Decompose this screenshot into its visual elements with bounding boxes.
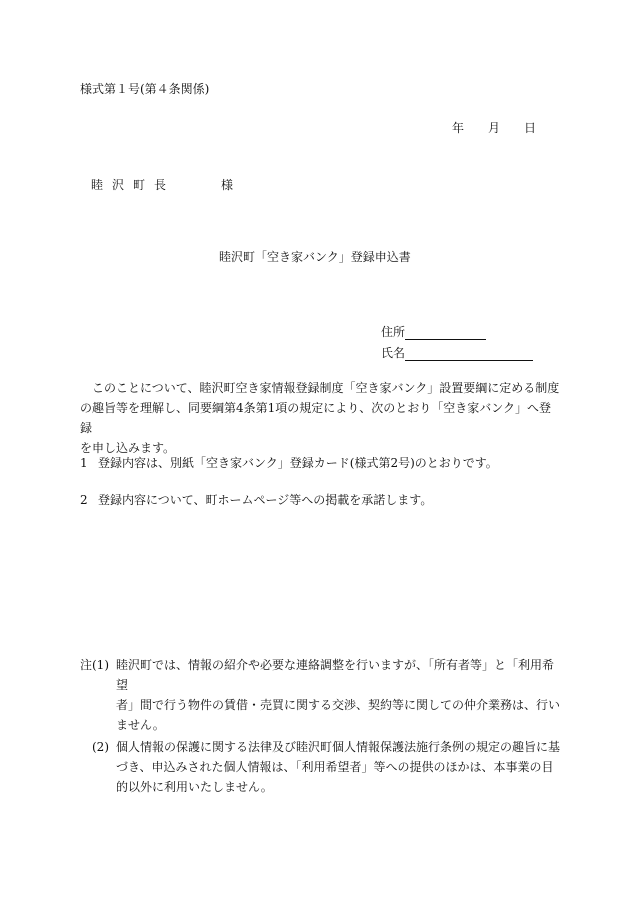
note-line: づき、申込みされた個人情報は、「利用希望者」等への提供のほかは、本事業の目 [116,760,554,774]
note-line: 個人情報の保護に関する法律及び睦沢町個人情報保護法施行条例の規定の趣旨に基 [116,740,561,754]
page-title: 睦沢町「空き家バンク」登録申込書 [219,250,411,264]
item-number: 2 [80,493,88,507]
item-text: 登録内容について、町ホームページ等への掲載を承諾します。 [98,493,433,507]
addressee-honorific: 様 [221,178,234,192]
addressee-mayor: 睦沢町長 [91,178,176,192]
applicant-name-row [381,344,533,361]
body-line: の趣旨等を理解し、同要綱第4条第1項の規定により、次のとおり「空き家バンク」へ登録 [80,401,552,435]
note-marker: 注(1) [80,658,109,672]
body-line: このことについて、睦沢町空き家情報登録制度「空き家バンク」設置要綱に定める制度 [92,381,560,395]
addressee [91,176,233,193]
body-line: を申し込みます。 [80,441,176,455]
address-label: 住所 [381,325,406,339]
notes-section [80,655,560,797]
list-item [80,490,432,510]
note-line: ません。 [116,718,165,732]
applicant-address-row [381,323,486,340]
address-field-line [405,325,486,340]
list-item [80,453,498,473]
item-text: 登録内容は、別紙「空き家バンク」登録カード(様式第2号)のとおりです。 [98,456,498,470]
note-marker: (2) [92,740,109,754]
date-month-label: 月 [488,121,501,135]
name-label: 氏名 [381,346,406,360]
note-line: 的以外に利用いたしません。 [116,780,273,794]
note-item [80,737,560,797]
name-field-line [405,346,533,361]
note-item [80,655,560,735]
date-line [452,119,536,136]
item-number: 1 [80,456,88,470]
note-line: 睦沢町では、情報の紹介や必要な連絡調整を行いますが、「所有者等」と「利用希望 [116,658,555,692]
form-number: 様式第１号(第４条関係) [80,82,210,96]
date-day-label: 日 [524,121,537,135]
body-paragraph [80,378,560,458]
date-year-label: 年 [452,121,465,135]
note-line: 者」間で行う物件の賃借・売買に関する交渉、契約等に関しての仲介業務は、行い [116,698,561,712]
